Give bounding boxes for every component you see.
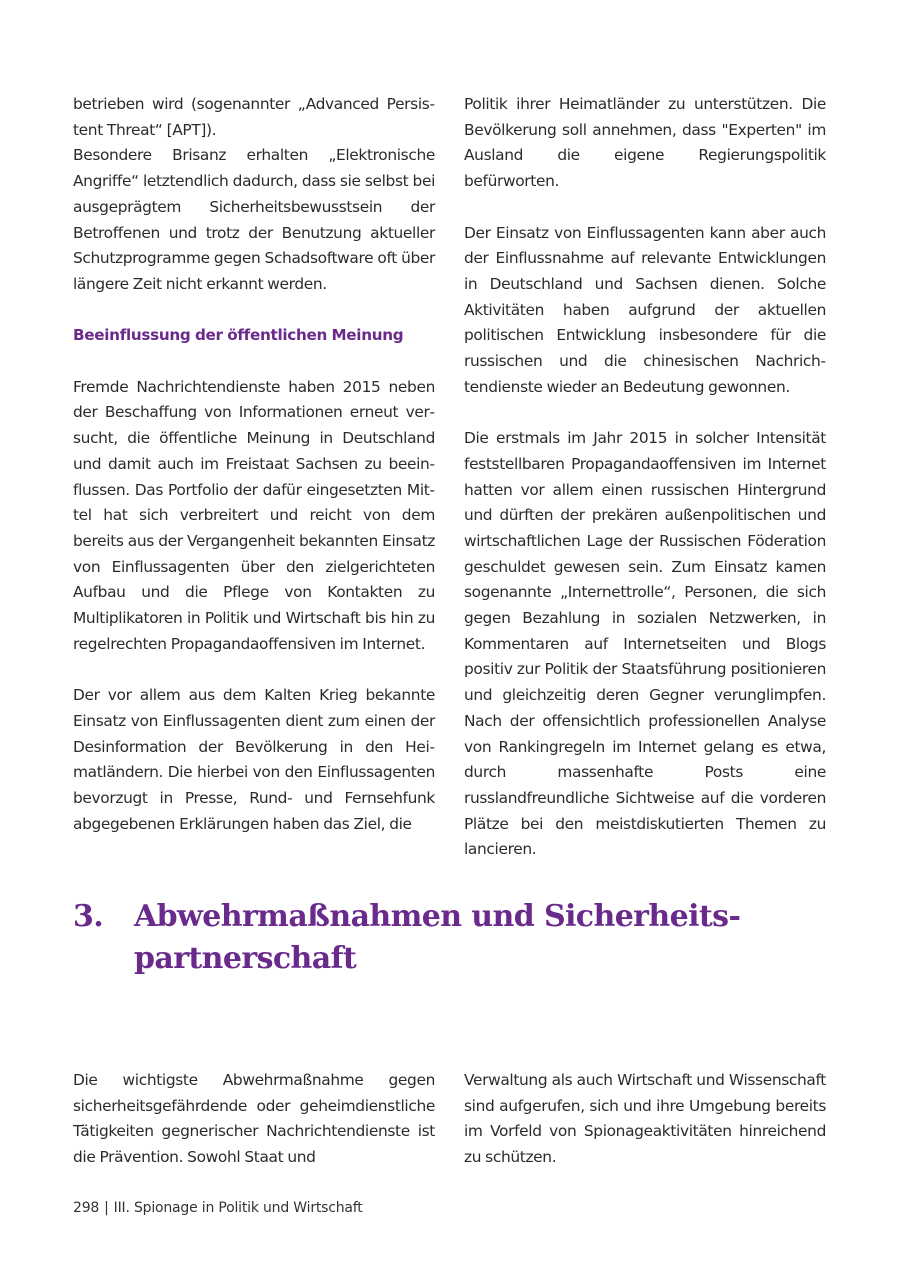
paragraph-protection: Verwaltung als auch Wirtschaft und Wissenschaft sind aufgerufen, sich und ihre Umgebung bereits im Vorfeld von Spionageaktivitäten hinreichend zu schützen. (464, 1071, 826, 1167)
bottom-left-column (73, 1068, 435, 1171)
chapter-title: III. Spionage in Politik und Wirtschaft (113, 1200, 363, 1216)
section-title: Abwehrmaßnahmen und Sicherheitspartnerschaft (134, 899, 741, 976)
page-footer (73, 1200, 363, 1216)
subheading-public-opinion: Beeinflussung der öffentlichen Meinung (73, 326, 404, 345)
paragraph-apt-end: betrieben wird (sogenannter „Advanced Persistent Threat“ [APT]). (73, 95, 435, 139)
paragraph-influence-agents: Der Einsatz von Einflussagenten kann aber auch der Einflussnahme auf relevante Entwicklungen in Deutschland und Sachsen dienen. Solche Aktivitäten haben aufgrund der aktuellen politischen Entwicklung insbesondere für die russischen und die chinesischen Nachrichtendienste wieder an Bedeutung gewonnen. (464, 223, 826, 396)
bottom-right-column (464, 1068, 826, 1171)
footer-separator: | (104, 1200, 109, 1216)
paragraph-cold-war-agents: Der vor allem aus dem Kalten Krieg bekannte Einsatz von Einflussagenten dient zum einen der Desinformation der Bevölkerung in den Heimatländern. Die hierbei von den Einflussagenten bevorzugt in Presse, Rund- und Fernsehfunk abgegebenen Erklärungen haben das Ziel, die (73, 686, 435, 833)
section-number: 3. (73, 899, 104, 934)
paragraph-electronic-attacks: Besondere Brisanz erhalten „Elektronische Angriffe“ letztendlich dadurch, dass sie selbst bei ausgeprägtem Sicherheitsbewusstsein der Betroffenen und trotz der Benutzung aktueller Schutzprogramme gegen Schadsoftware oft über längere Zeit nicht erkannt werden. (73, 146, 435, 293)
left-text-column (73, 92, 435, 837)
paragraph-homeland-politics: Politik ihrer Heimatländer zu unterstützen. Die Bevölkerung soll annehmen, dass "Experten" im Ausland die eigene Regierungspolitik befürworten. (464, 95, 826, 191)
right-text-column (464, 92, 826, 863)
paragraph-prevention: Die wichtigste Abwehrmaßnahme gegen sicherheitsgefährdende oder geheimdienstliche Tätigkeiten gegnerischer Nachrichtendienste ist die Prävention. Sowohl Staat und (73, 1071, 435, 1167)
page-number: 298 (73, 1200, 100, 1216)
paragraph-influence-2015: Fremde Nachrichtendienste haben 2015 neben der Beschaffung von Informationen erneut versucht, die öffentliche Meinung in Deutschland und damit auch im Freistaat Sachsen zu beeinflussen. Das Portfolio der dafür eingesetzten Mittel hat sich verbreitert und reicht von dem bereits aus der Vergangenheit bekannten Einsatz von Einflussagenten über den zielgerichteten Aufbau und die Pflege von Kontakten zu Multiplikatoren in Politik und Wirtschaft bis hin zu regelrechten Propagandaoffensiven im Internet. (73, 377, 435, 653)
paragraph-propaganda-offensives: Die erstmals im Jahr 2015 in solcher Intensität feststellbaren Propagandaoffensiven im Internet hatten vor allem einen russischen Hintergrund und dürften der prekären außenpolitischen und wirtschaftlichen Lage der Russischen Föderation geschuldet gewesen sein. Zum Einsatz kamen sogenannte „Internettrolle“, Personen, die sich gegen Bezahlung in sozialen Netzwerken, in Kommentaren auf Internetseiten und Blogs positiv zur Politik der Staatsführung positionieren und gleichzeitig deren Gegner verunglimpfen. Nach der offensichtlich professionellen Analyse von Rankingregeln im Internet gelang es etwa, durch massenhafte Posts eine russlandfreundliche Sichtweise auf die vorderen Plätze bei den meistdiskutierten Themen zu lancieren. (464, 429, 826, 859)
